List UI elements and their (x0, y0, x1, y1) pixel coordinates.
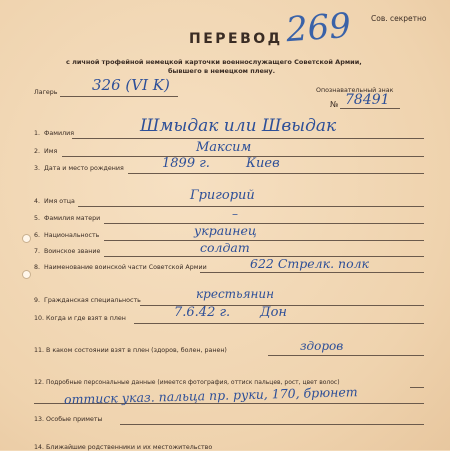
field-1-value: Шмыдак или Швыдак (140, 116, 337, 136)
field-8-label: Наименование воинской части Советской Армии (44, 264, 207, 271)
field-11-value: здоров (300, 339, 344, 353)
camp-value: 326 (VI K) (92, 76, 170, 94)
field-5-underline (104, 223, 424, 224)
field-4-label: Имя отца (44, 198, 75, 205)
field-2-number: 2. (34, 148, 41, 155)
punch-hole-top (22, 234, 31, 243)
field-10-label: Когда и где взят в плен (46, 315, 126, 322)
stamp-number: 269 (284, 5, 353, 51)
field-8-number: 8. (34, 264, 41, 271)
field-12-label: Подробные персональные данные (имеется фотография, оттиск пальцев, рост, цвет волос) (46, 379, 340, 386)
field-3-underline (128, 173, 424, 174)
badge-underline (340, 108, 400, 109)
field-11-label: В каком состоянии взят в плен (здоров, болен, ранен) (46, 347, 227, 354)
field-6-number: 6. (34, 232, 41, 239)
field-3-number: 3. (34, 165, 41, 172)
field-4-number: 4. (34, 198, 41, 205)
field-12-underline-1 (410, 387, 424, 388)
field-6-underline (104, 240, 424, 241)
field-6-label: Национальность (44, 232, 100, 239)
field-14-number: 14. (34, 444, 45, 451)
field-10-number: 10. (34, 315, 45, 322)
field-10-underline (134, 323, 424, 324)
field-12-number: 12. (34, 379, 45, 386)
field-5-value: – (232, 207, 238, 221)
field-6-value: украинец (194, 223, 257, 238)
field-4-value: Григорий (190, 188, 255, 203)
field-3-value-place: Киев (246, 156, 280, 171)
field-2-value: Максим (196, 140, 252, 155)
camp-label: Лагерь (34, 89, 58, 96)
field-10-value-date: 7.6.42 г. (174, 305, 231, 320)
field-13-label: Особые приметы (46, 416, 103, 423)
punch-hole-bottom (22, 270, 31, 279)
field-11-number: 11. (34, 347, 45, 354)
field-3-value-date: 1899 г. (162, 156, 210, 171)
field-8-underline (200, 272, 424, 273)
field-3-label: Дата и место рождения (44, 165, 124, 172)
field-13-underline (120, 424, 424, 425)
field-2-underline (62, 156, 424, 157)
field-11-underline (268, 355, 424, 356)
field-1-label: Фамилия (44, 130, 75, 137)
field-5-number: 5. (34, 215, 41, 222)
classification-label: Сов. секретно (371, 14, 427, 23)
field-7-label: Воинское звание (44, 248, 101, 255)
field-2-label: Имя (44, 148, 58, 155)
field-4-underline (78, 206, 424, 207)
document-subtitle-line2: бывшего в немецком плену. (168, 67, 276, 75)
field-8-value: 622 Стрелк. полк (250, 256, 370, 271)
badge-label: Опознавательный знак (316, 87, 394, 94)
field-9-label: Гражданская специальность (44, 297, 141, 304)
field-5-label: Фамилия матери (44, 215, 101, 222)
field-12-value: оттиск указ. пальца пр. руки, 170, брюнет (63, 384, 358, 407)
field-9-number: 9. (34, 297, 41, 304)
field-7-number: 7. (34, 248, 41, 255)
field-10-value-place: Дон (260, 305, 287, 320)
badge-number-prefix: № (330, 100, 339, 109)
field-1-number: 1. (34, 130, 41, 137)
field-14-label: Ближайшие родственники и их местожительство (46, 444, 213, 451)
field-9-value: крестьянин (196, 287, 275, 301)
field-7-value: солдат (200, 240, 250, 255)
badge-value: 78491 (345, 92, 390, 108)
camp-underline (60, 96, 178, 97)
field-13-number: 13. (34, 416, 45, 423)
document-subtitle-line1: с личной трофейной немецкой карточки военнослужащего Советской Армии, (66, 58, 362, 66)
document-title: ПЕРЕВОД (189, 31, 283, 47)
field-1-underline (72, 138, 424, 139)
